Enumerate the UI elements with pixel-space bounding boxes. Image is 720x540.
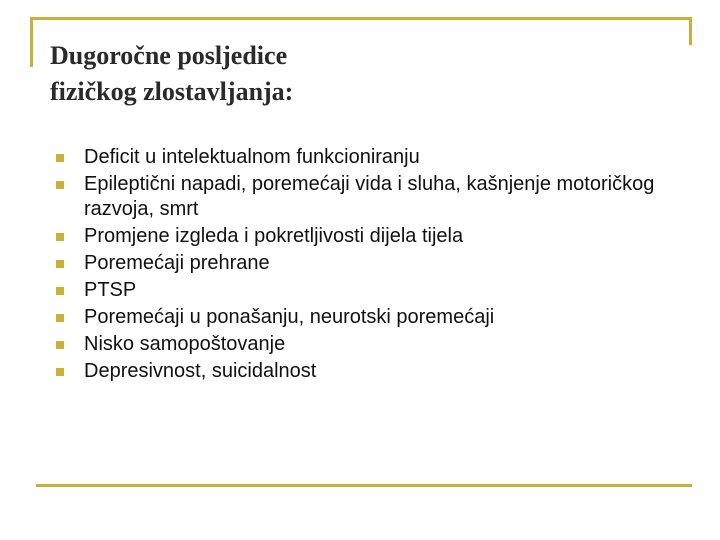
square-bullet-icon [56, 181, 64, 189]
bullet-text: PTSP [84, 279, 137, 301]
bullet-item [54, 224, 694, 249]
square-bullet-icon [56, 260, 64, 268]
square-bullet-icon [56, 341, 64, 349]
slide-title-line-2: fizičkog zlostavljanja: [50, 77, 294, 106]
bullet-text: Epileptični napadi, poremećaji vida i sluha, kašnjenje motoričkog razvoja, smrt [84, 173, 655, 220]
slide-title-line-1: Dugoročne posljedice [50, 41, 288, 70]
bullet-item [54, 145, 694, 170]
bullet-text: Promjene izgleda i pokretljivosti dijela tijela [84, 225, 464, 247]
decorative-frame-right [689, 17, 692, 45]
bullet-item [54, 359, 694, 384]
bullet-text: Poremećaji prehrane [84, 252, 270, 274]
square-bullet-icon [56, 154, 64, 162]
bullet-text: Depresivnost, suicidalnost [84, 360, 317, 382]
bullet-item [54, 305, 694, 330]
decorative-frame-top [30, 17, 692, 20]
slide-title [50, 38, 670, 110]
bullet-item [54, 278, 694, 303]
bullet-list [54, 145, 694, 386]
bullet-text: Deficit u intelektualnom funkcioniranju [84, 146, 420, 168]
square-bullet-icon [56, 233, 64, 241]
decorative-frame-bottom [36, 484, 692, 487]
bullet-item [54, 332, 694, 357]
decorative-frame-left [30, 17, 33, 67]
square-bullet-icon [56, 368, 64, 376]
bullet-item [54, 172, 694, 222]
square-bullet-icon [56, 287, 64, 295]
bullet-text: Poremećaji u ponašanju, neurotski poremećaji [84, 306, 495, 328]
bullet-item [54, 251, 694, 276]
bullet-text: Nisko samopoštovanje [84, 333, 286, 355]
square-bullet-icon [56, 314, 64, 322]
